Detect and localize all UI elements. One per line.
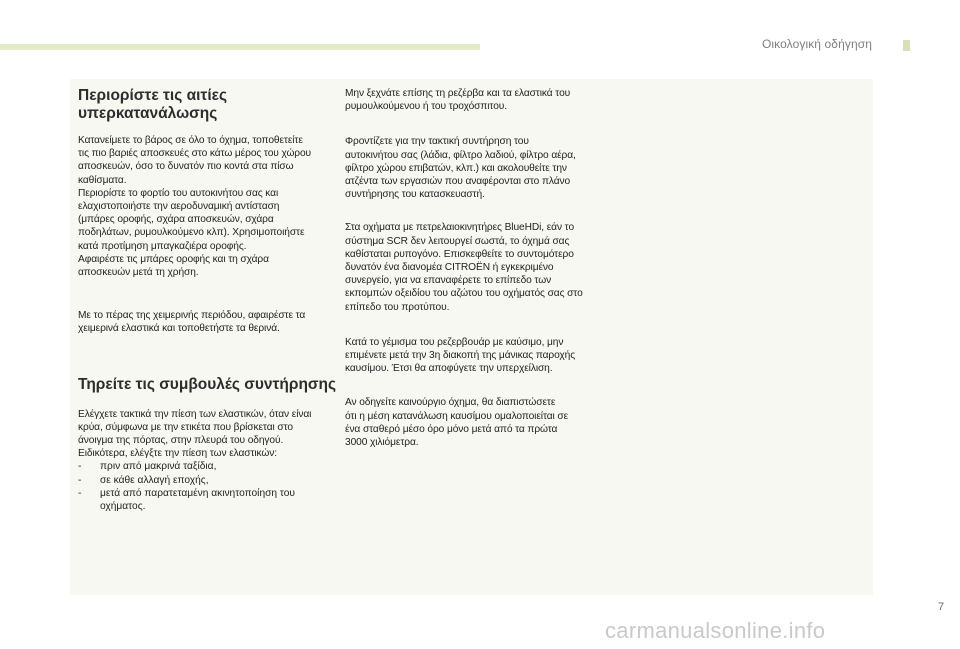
header-accent-bar bbox=[0, 44, 480, 50]
heading-reduce-overconsumption: Περιορίστε τις αιτίες υπερκατανάλωσης bbox=[78, 87, 228, 122]
header-marker bbox=[903, 40, 910, 51]
list-item: - μετά από παρατεταμένη ακινητοποίηση του οχήματος. bbox=[78, 487, 340, 513]
paragraph-spare-wheel: Μην ξεχνάτε επίσης τη ρεζέρβα και τα ελαστικά του ρυμουλκούμενου ή του τροχόσπιτου. bbox=[345, 88, 571, 113]
paragraph-bluehdi-scr: Στα οχήματα με πετρελαιοκινητήρες BlueHDi, εάν το σύστημα SCR δεν λειτουργεί σωστά, το όχημά σας καθίσταται ρυπογόνο. Επισκεφθείτε το συντομότερο δυνατόν ένα διανομέα CITROËN ή εγκεκριμένο συνεργείο, για να επαναφέρετε το επίπεδο των εκπομπών οξειδίου του αζώτου του οχήματός σας στο επίπεδο του προτύπου. bbox=[345, 222, 583, 313]
left-column bbox=[78, 87, 340, 513]
watermark: carmanualsonline.info bbox=[605, 618, 826, 643]
paragraph-refuelling: Κατά το γέμισμα του ρεζερβουάρ με καύσιμο, μην επιμένετε μετά την 3η διακοπή της μάνικας παροχής καυσίμου. Έτσι θα αποφύγετε την υπερχείλιση. bbox=[345, 336, 576, 375]
right-column bbox=[345, 87, 613, 449]
tyre-check-list bbox=[78, 460, 340, 513]
paragraph-new-vehicle: Αν οδηγείτε καινούργιο όχημα, θα διαπιστώσετε ότι η μέση κατανάλωση καυσίμου ομαλοποιείται σε ένα σταθερό μέσο όρο μόνο μετά από τα πρώτα 3000 χιλιόμετρα. bbox=[345, 397, 569, 449]
list-item: - πριν από μακρινά ταξίδια, bbox=[78, 460, 340, 473]
page-number: 7 bbox=[938, 601, 945, 613]
paragraph-winter-tyres: Με το πέρας της χειμερινής περιόδου, αφαιρέστε τα χειμερινά ελαστικά και τοποθετήστε τα θερινά. bbox=[78, 310, 306, 335]
paragraph-regular-servicing: Φροντίζετε για την τακτική συντήρηση του αυτοκινήτου σας (λάδια, φίλτρο λαδιού, φίλτρο αέρα, φίλτρο χώρου επιβατών, κλπ.) και ακολουθείτε την ατζέντα των εργασιών που αναφέρονται στο πλάνο συντήρησης του κατασκευαστή. bbox=[345, 136, 576, 201]
section-title: Οικολογική οδήγηση bbox=[761, 37, 872, 51]
paragraph-tyre-pressure: Ελέγχετε τακτικά την πίεση των ελαστικών, όταν είναι κρύα, σύμφωνα με την ετικέτα που βρίσκεται στο άνοιγμα της πόρτας, στην πλευρά του οδηγού. Ειδικότερα, ελέγξτε την πίεση των ελαστικών: bbox=[78, 408, 312, 460]
heading-maintenance-advice: Τηρείτε τις συμβουλές συντήρησης bbox=[78, 375, 337, 393]
paragraph-load-distribution: Κατανείμετε το βάρος σε όλο το όχημα, τοποθετείτε τις πιο βαριές αποσκευές στο κάτω μέρος του χώρου αποσκευών, όσο το δυνατόν πιο κοντά στα πίσω καθίσματα. Περιορίστε το φορτίο του αυτοκινήτου σας και ελαχιστοποιήστε την αεροδυναμική αντίσταση (μπάρες οροφής, σχάρα αποσκευών, σχάρα ποδηλάτων, ρυμουλκούμενο κλπ). Χρησιμοποιήστε κατά προτίμηση μπαγκαζιέρα οροφής. Αφαιρέστε τις μπάρες οροφής και τη σχάρα αποσκευών μετά τη χρήση. bbox=[78, 135, 312, 279]
list-item: - σε κάθε αλλαγή εποχής, bbox=[78, 474, 340, 487]
